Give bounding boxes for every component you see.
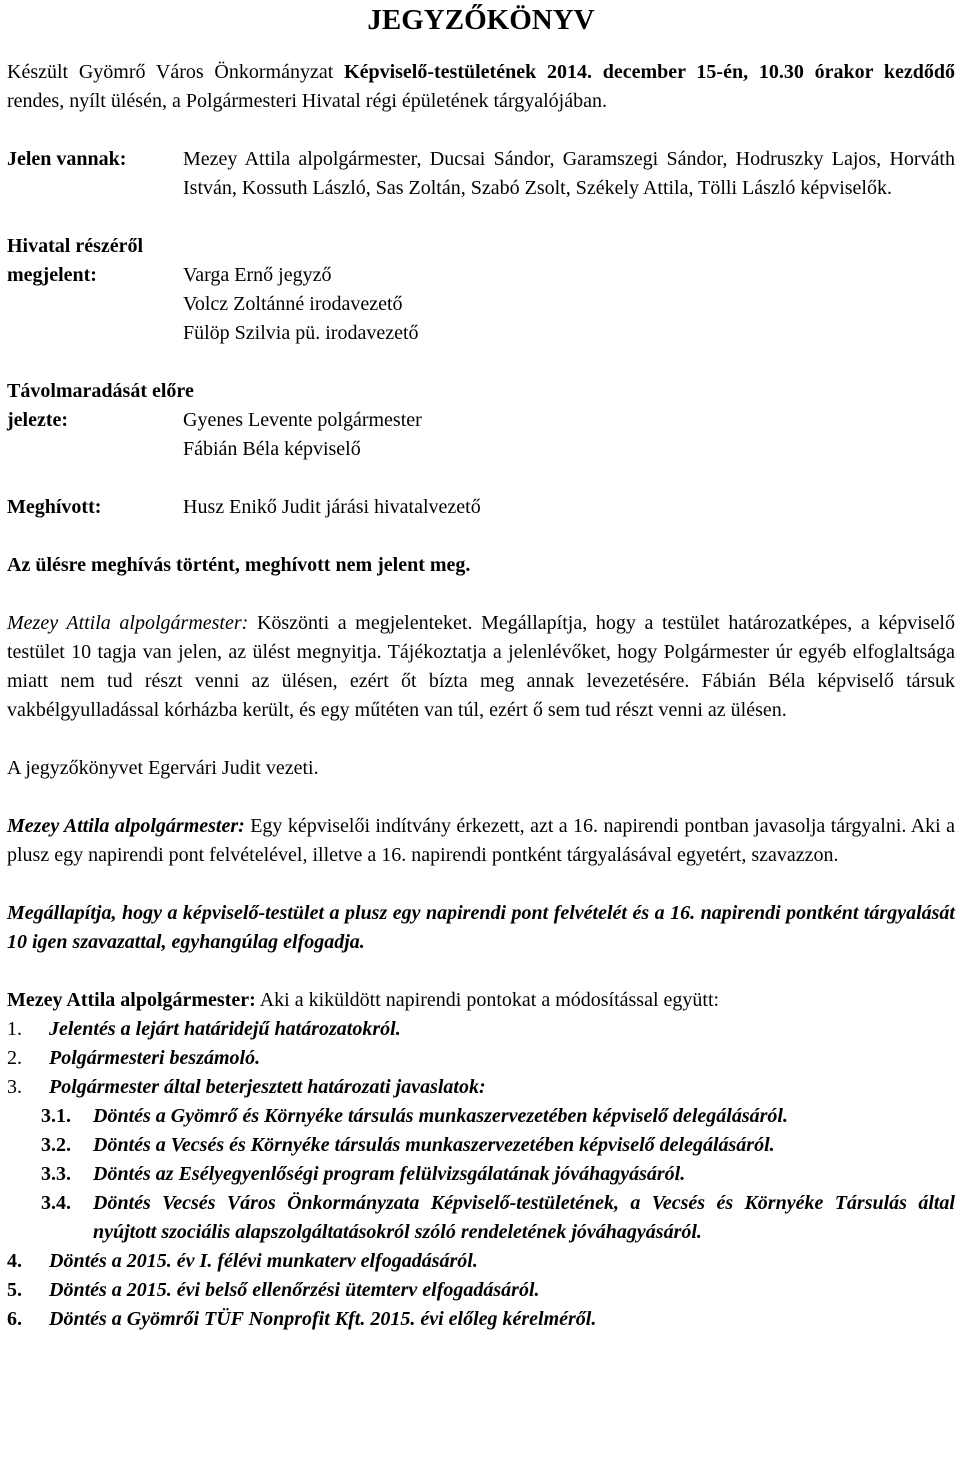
absent-label-2: jelezte:: [7, 409, 69, 431]
office-label: Hivatal részéről: [7, 235, 144, 257]
speaker-label: Mezey Attila alpolgármester:: [7, 989, 256, 1011]
subagenda-item: 3.1. Döntés a Gyömrő és Környéke társulás munkaszervezetében képviselő delegálásáról.: [41, 1105, 788, 1127]
subagenda-item: 3.2. Döntés a Vecsés és Környéke társulás munkaszervezetében képviselő delegálásáról.: [41, 1134, 775, 1156]
agenda-list-2: [7, 1247, 955, 1334]
decision-paragraph: Megállapítja, hogy a képviselő-testület a plusz egy napirendi pont felvételét és a 16. napirendi pontként tárgyalását 10 igen szavazattal, egyhangúlag elfogadja.: [7, 902, 955, 953]
invited-label: Meghívott:: [7, 496, 102, 518]
subagenda-list: [7, 1102, 955, 1247]
absent-line: Fábián Béla képviselő: [183, 438, 361, 460]
paragraph-text: Egy képviselői indítvány érkezett, azt a 16. napirendi pontban javasolja tárgyalni. Aki a plusz egy napirendi pont felvételével, illetve a 16. napirendi pontként tárgyalásával egyetért, szavazzon.: [7, 815, 955, 866]
absent-block: [7, 377, 955, 464]
agenda-item: 3. Polgármester által beterjesztett határozati javaslatok:: [7, 1076, 486, 1098]
speaker-label: Mezey Attila alpolgármester:: [7, 815, 245, 837]
present-label: Jelen vannak:: [7, 148, 127, 170]
agenda-item: 6. Döntés a Gyömrői TÜF Nonprofit Kft. 2015. évi előleg kérelméről.: [7, 1308, 597, 1330]
absent-label: Távolmaradását előre: [7, 380, 194, 402]
document-page: [7, 0, 955, 1334]
office-line: Fülöp Szilvia pü. irodavezető: [183, 322, 419, 344]
invited-note: Az ülésre meghívás történt, meghívott nem jelent meg.: [7, 554, 471, 576]
office-label-2: megjelent:: [7, 264, 97, 286]
invited-row: [7, 493, 955, 522]
paragraph-text: Aki a kiküldött napirendi pontokat a módosítással együtt:: [255, 989, 720, 1011]
intro-text-end: rendes, nyílt ülésén, a Polgármesteri Hivatal régi épületének tárgyalójában.: [7, 90, 607, 112]
paragraph-text: Köszönti a megjelenteket. Megállapítja, hogy a testület határozatképes, a képviselő testület 10 tagja van jelen, az ülést megnyitja. Tájékoztatja a jelenlévőket, hogy Polgármester úr egyéb elfoglaltsága miatt nem tud részt venni az ülésen, ezért őt bízta meg annak levezetésére. Fábián Béla képviselő társuk vakbélgyulladással kórházba került, és egy műtéten van túl, ezért ő sem tud részt venni az ülésen.: [7, 612, 955, 721]
office-block: [7, 232, 955, 348]
invited-value: Husz Enikő Judit járási hivatalvezető: [183, 496, 481, 518]
paragraph-2: A jegyzőkönyvet Egervári Judit vezeti.: [7, 757, 319, 779]
absent-line: Gyenes Levente polgármester: [183, 409, 422, 431]
paragraph-3: [7, 812, 955, 870]
agenda-item: 2. Polgármesteri beszámoló.: [7, 1047, 261, 1069]
paragraph-4: [7, 986, 955, 1015]
agenda-item: 1. Jelentés a lejárt határidejű határozatokról.: [7, 1018, 401, 1040]
paragraph-1: [7, 609, 955, 725]
speaker-label: Mezey Attila alpolgármester:: [7, 612, 249, 634]
agenda-item: 4. Döntés a 2015. év I. félévi munkaterv elfogadásáról.: [7, 1250, 478, 1272]
subagenda-item: 3.3. Döntés az Esélyegyenlőségi program felülvizsgálatának jóváhagyásáról.: [41, 1163, 686, 1185]
agenda-item: 5. Döntés a 2015. évi belső ellenőrzési ütemterv elfogadásáról.: [7, 1279, 540, 1301]
agenda-list: [7, 1015, 955, 1102]
office-line: Varga Ernő jegyző: [183, 264, 332, 286]
intro-paragraph: [7, 58, 955, 116]
subagenda-item: 3.4. Döntés Vecsés Város Önkormányzata Képviselő-testületének, a Vecsés és Környéke Társulás által nyújtott szociális alapszolgáltatásokról szóló rendeletének jóváhagyásáról.: [41, 1192, 955, 1243]
intro-bold: Képviselő-testületének 2014. december 15-én, 10.30 órakor kezdődő: [344, 61, 955, 83]
office-line: Volcz Zoltánné irodavezető: [183, 293, 403, 315]
present-row: [7, 145, 955, 203]
present-value: Mezey Attila alpolgármester, Ducsai Sándor, Garamszegi Sándor, Hodruszky Lajos, Horváth István, Kossuth László, Sas Zoltán, Szabó Zsolt, Székely Attila, Tölli László képviselők.: [183, 148, 955, 199]
document-title: JEGYZŐKÖNYV: [367, 4, 595, 36]
intro-text: Készült Gyömrő Város Önkormányzat: [7, 61, 345, 83]
